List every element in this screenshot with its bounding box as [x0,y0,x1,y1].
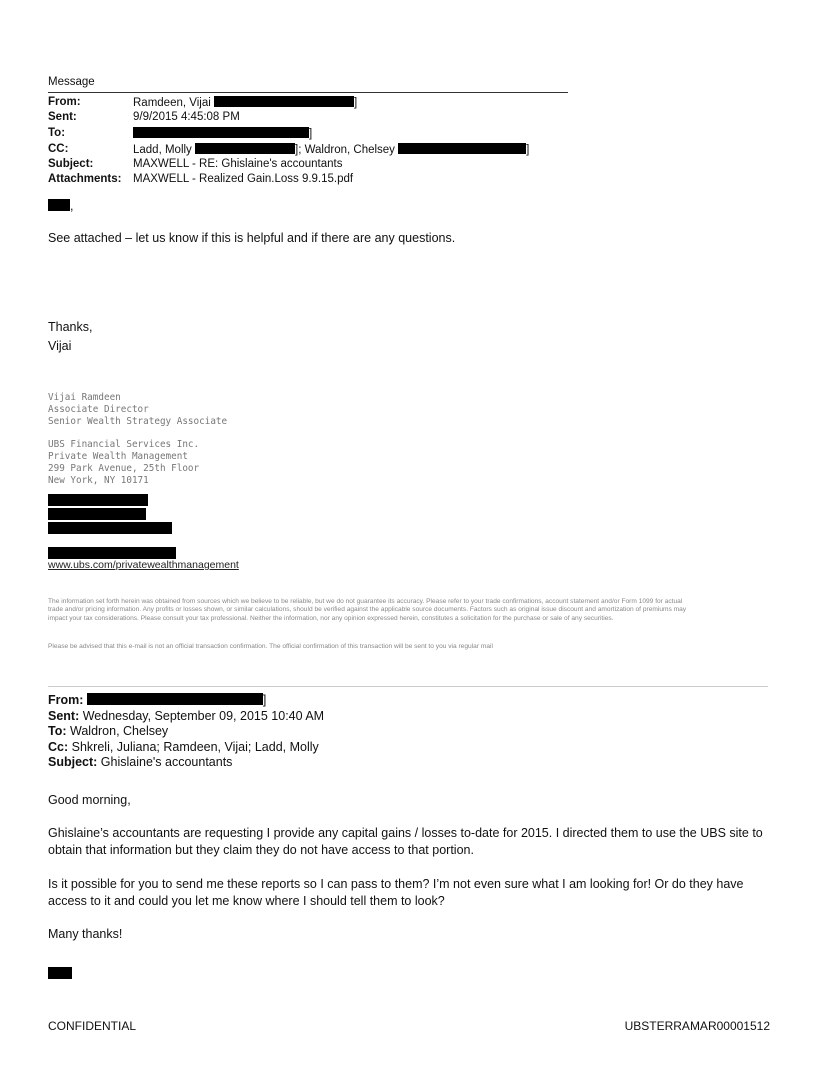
header-divider [48,92,568,93]
fw-from-suffix: ] [262,693,267,707]
redaction [48,199,70,211]
redaction [48,522,172,534]
attachment-link[interactable]: MAXWELL - Realized Gain.Loss 9.9.15.pdf [133,173,354,185]
closing: Thanks, [48,320,93,334]
redaction [195,143,295,154]
sig-title-1: Associate Director [48,404,149,415]
sig-address-2: New York, NY 10171 [48,475,149,486]
fw-cc [48,740,324,756]
subject-label: Subject: [48,158,94,170]
redaction [87,693,263,705]
closing-name: Vijai [48,339,72,353]
fw-sent-label: Sent: [48,708,80,723]
sig-title-2: Senior Wealth Strategy Associate [48,416,228,427]
ubs-website-link[interactable]: www.ubs.com/privatewealthmanagement [48,559,239,571]
fw-signoff: Many thanks! [48,927,123,941]
fw-paragraph-1: Ghislaine’s accountants are requesting I provide any capital gains / losses to-date for 2015. I directed them to use the UBS site to obtain that information but they claim they do not have access to that portion. [48,826,763,857]
to-value [133,127,312,140]
bates-number: UBSTERRAMAR00001512 [624,1019,770,1033]
fw-paragraph-2: Is it possible for you to send me these reports so I can pass to them? I’m not even sure what I am looking for! Or do they have access to it and could you let me know where I should tell them to look? [48,877,744,908]
fw-cc-label: Cc: [48,739,69,754]
fw-cc-value: Shkreli, Juliana; Ramdeen, Vijai; Ladd, Molly [71,739,319,754]
from-label: From: [48,96,81,108]
fw-subject-value: Ghislaine's accountants [100,755,233,769]
redaction [48,508,146,520]
forwarded-header [48,693,324,771]
message-label: Message [48,76,95,88]
sent-value: 9/9/2015 4:45:08 PM [133,111,240,123]
greeting [48,199,73,213]
redaction [398,143,526,154]
cc-value [133,143,529,156]
fw-subject-label: Subject: [48,755,98,769]
cc-name-2: ]; Waldron, Chelsey [295,144,395,156]
fw-sent-value: Wednesday, September 09, 2015 10:40 AM [82,708,325,723]
disclaimer: The information set forth herein was obtained from sources which we believe to be reliable, but we do not guarantee its accuracy. Please refer to your trade confirmations, account statement and/or Form 1099 for actual trade and/or pricing information. Any profits or losses shown, or similar calculations, should be verified against the applicable source documents. Factors such as original issue discount and amortization of premiums may impact your tax considerations. Please consult your tax professional. Neither the information, nor any opinion expressed herein, constitutes a solicitation for the purchase or sale of any securities. [48,598,687,622]
fw-to-label: To: [48,724,67,738]
sig-company: UBS Financial Services Inc. [48,439,200,450]
sig-name: Vijai Ramdeen [48,392,121,403]
to-suffix: ] [309,128,313,140]
redaction [214,96,354,107]
sent-label: Sent: [48,111,77,123]
fw-to-value: Waldron, Chelsey [70,724,169,738]
fw-subject [48,755,324,771]
redaction [133,127,309,138]
fw-from [48,693,324,709]
confidential-label: CONFIDENTIAL [48,1019,137,1033]
from-value [133,96,357,109]
cc-suffix: ] [526,144,530,156]
to-label: To: [48,127,66,139]
redaction [48,967,72,979]
fw-sent [48,709,324,725]
cc-label: CC: [48,143,69,155]
subject-value: MAXWELL - RE: Ghislaine's accountants [133,158,343,170]
signature [48,392,227,487]
body-text: See attached – let us know if this is helpful and if there are any questions. [48,231,456,245]
sig-division: Private Wealth Management [48,451,188,462]
from-name: Ramdeen, Vijai [133,97,211,109]
fw-to [48,724,324,740]
attachments-label: Attachments: [48,173,122,185]
from-suffix: ] [353,97,358,109]
redaction [48,547,176,559]
advisory-notice: Please be advised that this e-mail is not an official transaction confirmation. The official confirmation of this transaction will be sent to you via regular mail [48,643,493,650]
sig-address-1: 299 Park Avenue, 25th Floor [48,463,200,474]
fw-greeting: Good morning, [48,793,131,807]
separator-line [48,686,768,687]
redaction [48,494,148,506]
fw-from-label: From: [48,693,84,707]
greeting-comma: , [70,199,74,213]
cc-name-1: Ladd, Molly [133,144,192,156]
